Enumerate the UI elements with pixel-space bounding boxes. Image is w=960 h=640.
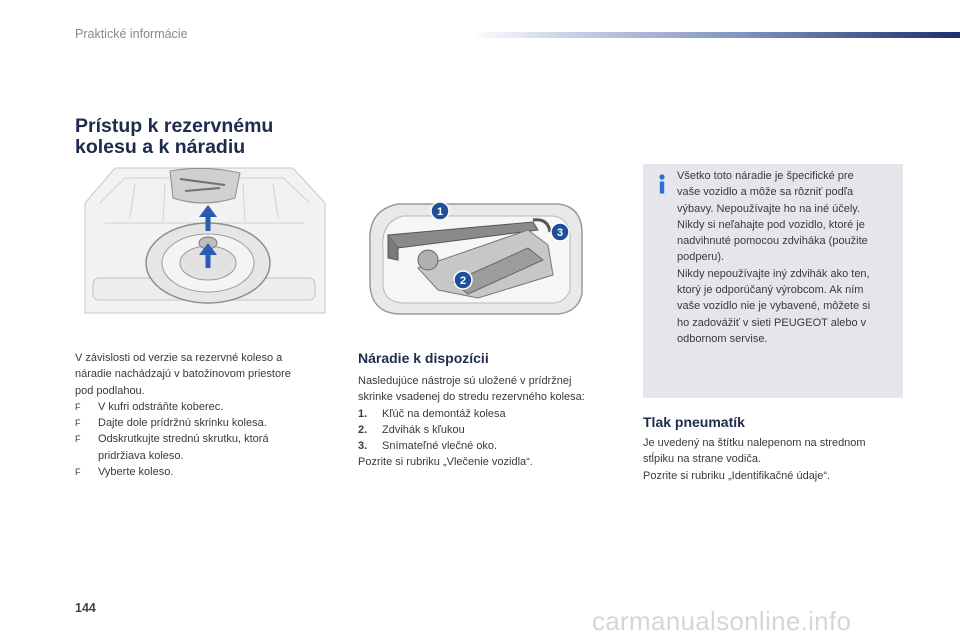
callout-3 [551,223,569,241]
tyre-line: Je uvedený na štítku nalepenom na strednom [643,437,866,449]
info-line: Nikdy si neľahajte pod vozidlo, ktoré je [677,218,865,231]
tools-heading: Náradie k dispozícii [358,350,489,366]
main-heading [75,116,335,158]
step-text: Vyberte koleso. [98,466,174,479]
spare-wheel-illustration [75,163,333,318]
column-3-text [643,435,905,484]
svg-text:3: 3 [556,227,564,239]
tool-item [358,422,603,438]
info-line: vaše vozidlo nie je vybavené, môžete si [677,300,871,313]
see-also-note: Pozrite si rubriku „Vlečenie vozidla“. [358,456,533,469]
info-line: ktorý je odporúčaný výrobcom. Ak ním [677,284,864,297]
step-item [75,464,327,480]
bullet-mark: F [75,467,81,478]
tool-label: Kľúč na demontáž kolesa [382,407,506,420]
main-heading-line-2: kolesu a k náradiu [75,136,246,158]
intro-line: pod podlahou. [75,384,145,397]
page-number: 144 [75,601,96,615]
info-line: Všetko toto náradie je špecifické pre [677,170,854,182]
step-item [75,431,327,464]
info-line: Nikdy nepoužívajte iný zdvihák ako ten, [677,267,870,280]
column-1-text [75,350,327,480]
watermark: carmanualsonline.info [592,606,852,636]
bullet-mark: F [75,401,81,412]
info-line: odbornom servise. [677,332,768,345]
info-icon [656,173,668,195]
callout-2 [454,271,472,289]
tyre-pressure-heading: Tlak pneumatík [643,414,745,430]
step-item [75,399,327,415]
step-text: Dajte dole prídržnú skrinku kolesa. [98,417,267,430]
tyre-line: stĺpiku na strane vodiča. [643,453,762,466]
tool-label: Snímateľné vlečné oko. [382,440,498,453]
header-gradient-bar [470,32,960,38]
intro-line: náradie nachádzajú v batožinovom priestore [75,368,291,381]
tool-item [358,438,603,454]
info-text [677,168,899,347]
bullet-mark: F [75,418,81,429]
tools-illustration [358,190,590,318]
tool-label: Zdvihák s kľukou [382,423,465,436]
step-text: pridržiava koleso. [98,449,184,462]
tyre-line: Pozrite si rubriku „Identifikačné údaje“. [643,469,831,482]
intro-line: Nasledujúce nástroje sú uložené v prídržnej [358,375,572,387]
tool-number: 1. [358,407,368,420]
step-text: V kufri odstráňte koberec. [98,400,224,413]
intro-line: V závislosti od verzie sa rezervné koleso a [75,352,283,364]
svg-text:1: 1 [436,206,444,218]
info-line: podperu). [677,251,725,264]
tool-item [358,406,603,422]
main-heading-line-1: Prístup k rezervnému [75,115,274,137]
intro-line: skrinke vsadenej do stredu rezervného kolesa: [358,391,585,404]
info-box [643,164,903,398]
tool-number: 2. [358,423,368,436]
info-line: ho zadovážiť v sieti PEUGEOT alebo v [677,316,867,329]
info-line: výbavy. Nepoužívajte ho na iné účely. [677,202,861,215]
tool-number: 3. [358,440,368,453]
bullet-mark: F [75,434,81,445]
info-line: nadvihnuté pomocou zdviháka (použite [677,235,868,248]
info-line: vaše vozidlo a môže sa rôzniť podľa [677,186,854,199]
step-item [75,415,327,431]
section-title: Praktické informácie [75,27,188,41]
callout-1 [431,202,449,220]
svg-text:2: 2 [459,275,467,287]
step-text: Odskrutkujte strednú skrutku, ktorá [98,433,269,446]
column-2-text [358,373,603,471]
